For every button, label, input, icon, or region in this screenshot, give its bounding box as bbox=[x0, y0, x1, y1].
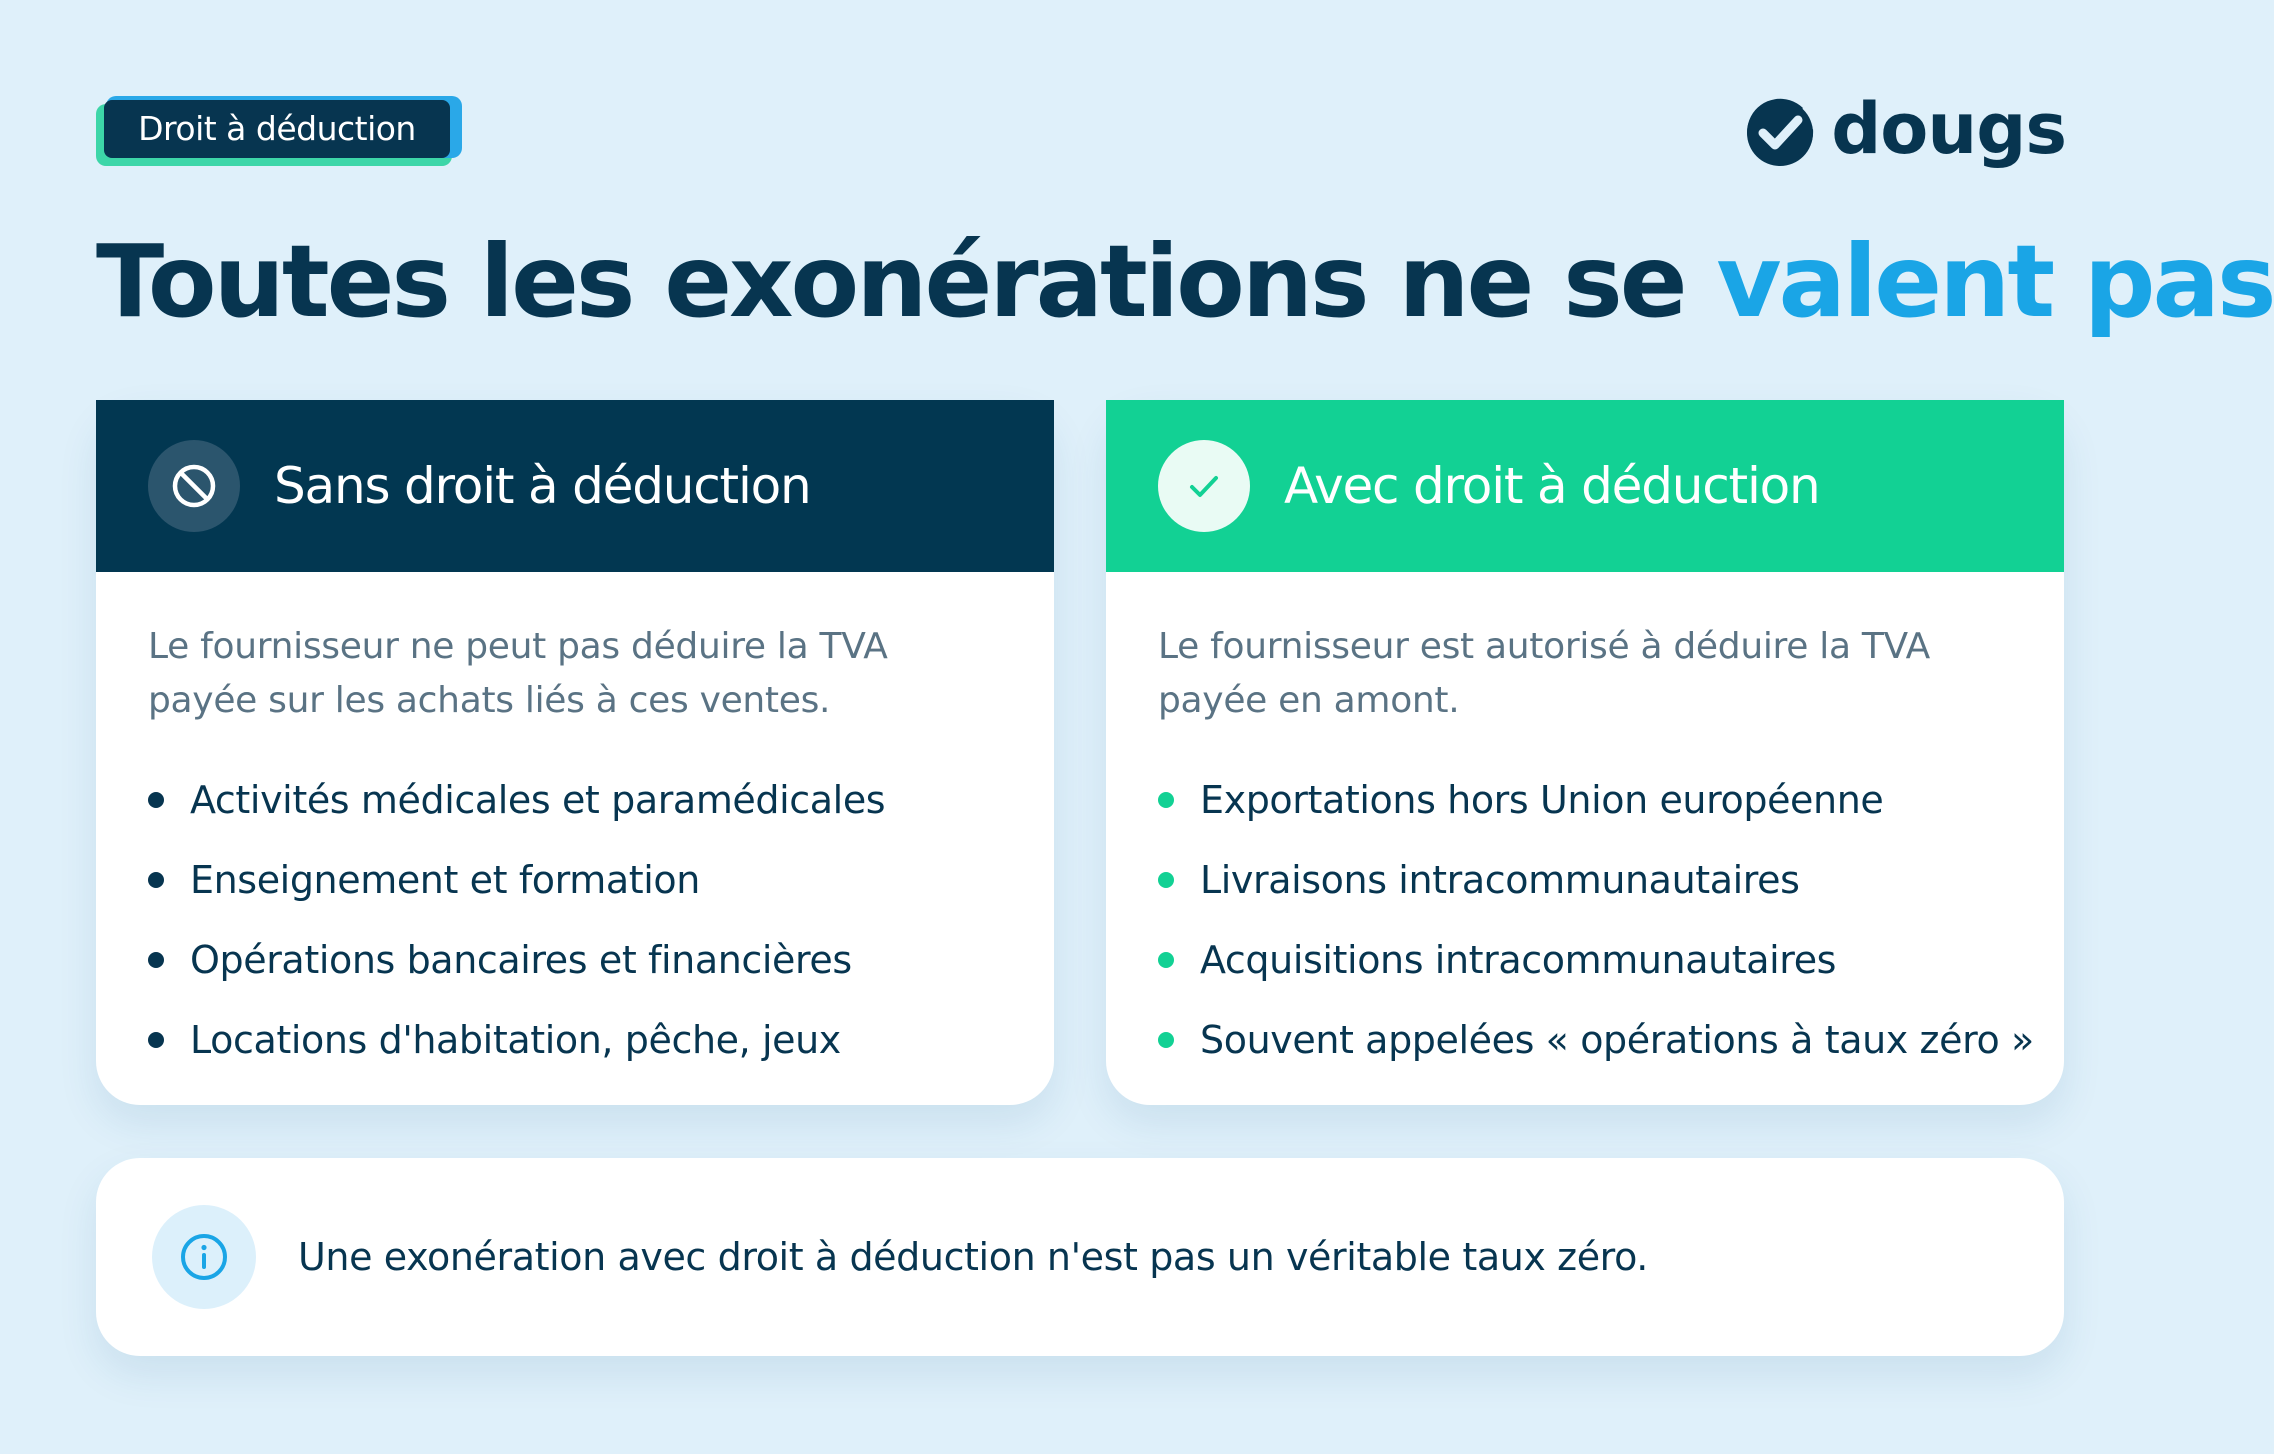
bullet-dot bbox=[148, 872, 164, 888]
list-item-label: Exportations hors Union européenne bbox=[1200, 778, 1884, 822]
list-item bbox=[148, 1000, 1002, 1080]
card-list bbox=[148, 760, 1002, 1080]
list-item bbox=[148, 840, 1002, 920]
list-item bbox=[1158, 760, 2012, 840]
card-body bbox=[96, 572, 1054, 1080]
bullet-dot bbox=[1158, 872, 1174, 888]
card-with-deduction bbox=[1106, 400, 2064, 1105]
page-title bbox=[96, 222, 2274, 342]
list-item bbox=[1158, 920, 2012, 1000]
note-text: Une exonération avec droit à déduction n'est pas un véritable taux zéro. bbox=[298, 1235, 1648, 1279]
list-item-label: Livraisons intracommunautaires bbox=[1200, 858, 1800, 902]
bullet-dot bbox=[1158, 952, 1174, 968]
list-item bbox=[148, 920, 1002, 1000]
card-description: Le fournisseur est autorisé à déduire la TVA payée en amont. bbox=[1158, 626, 1930, 721]
card-description: Le fournisseur ne peut pas déduire la TVA payée sur les achats liés à ces ventes. bbox=[148, 626, 888, 721]
category-tag bbox=[96, 96, 466, 170]
bullet-dot bbox=[148, 952, 164, 968]
card-title: Avec droit à déduction bbox=[1284, 457, 1820, 515]
list-item-label: Activités médicales et paramédicales bbox=[190, 778, 886, 822]
list-item-label: Opérations bancaires et financières bbox=[190, 938, 852, 982]
list-item bbox=[1158, 1000, 2034, 1080]
list-item-label: Acquisitions intracommunautaires bbox=[1200, 938, 1837, 982]
list-item-label: Enseignement et formation bbox=[190, 858, 700, 902]
bullet-dot bbox=[148, 1032, 164, 1048]
prohibited-icon bbox=[148, 440, 240, 532]
check-circle-icon bbox=[1743, 96, 1817, 170]
card-list bbox=[1158, 760, 2034, 1080]
info-note bbox=[96, 1158, 2064, 1356]
tag-label: Droit à déduction bbox=[104, 100, 450, 158]
list-item bbox=[1158, 840, 2012, 920]
brand-logo bbox=[1743, 88, 2066, 170]
list-item bbox=[148, 760, 1002, 840]
card-title: Sans droit à déduction bbox=[274, 457, 811, 515]
logo-text: dougs bbox=[1831, 88, 2066, 170]
check-icon bbox=[1158, 440, 1250, 532]
list-item-label: Locations d'habitation, pêche, jeux bbox=[190, 1018, 841, 1062]
title-main: Toutes les exonérations ne se bbox=[96, 223, 1717, 340]
card-header bbox=[96, 400, 1054, 572]
list-item-label: Souvent appelées « opérations à taux zéro » bbox=[1200, 1018, 2034, 1062]
card-header bbox=[1106, 400, 2064, 572]
card-without-deduction bbox=[96, 400, 1054, 1105]
bullet-dot bbox=[1158, 792, 1174, 808]
info-icon bbox=[152, 1205, 256, 1309]
bullet-dot bbox=[1158, 1032, 1174, 1048]
card-body bbox=[1106, 572, 2064, 1080]
bullet-dot bbox=[148, 792, 164, 808]
title-accent: valent pas bbox=[1716, 223, 2274, 340]
